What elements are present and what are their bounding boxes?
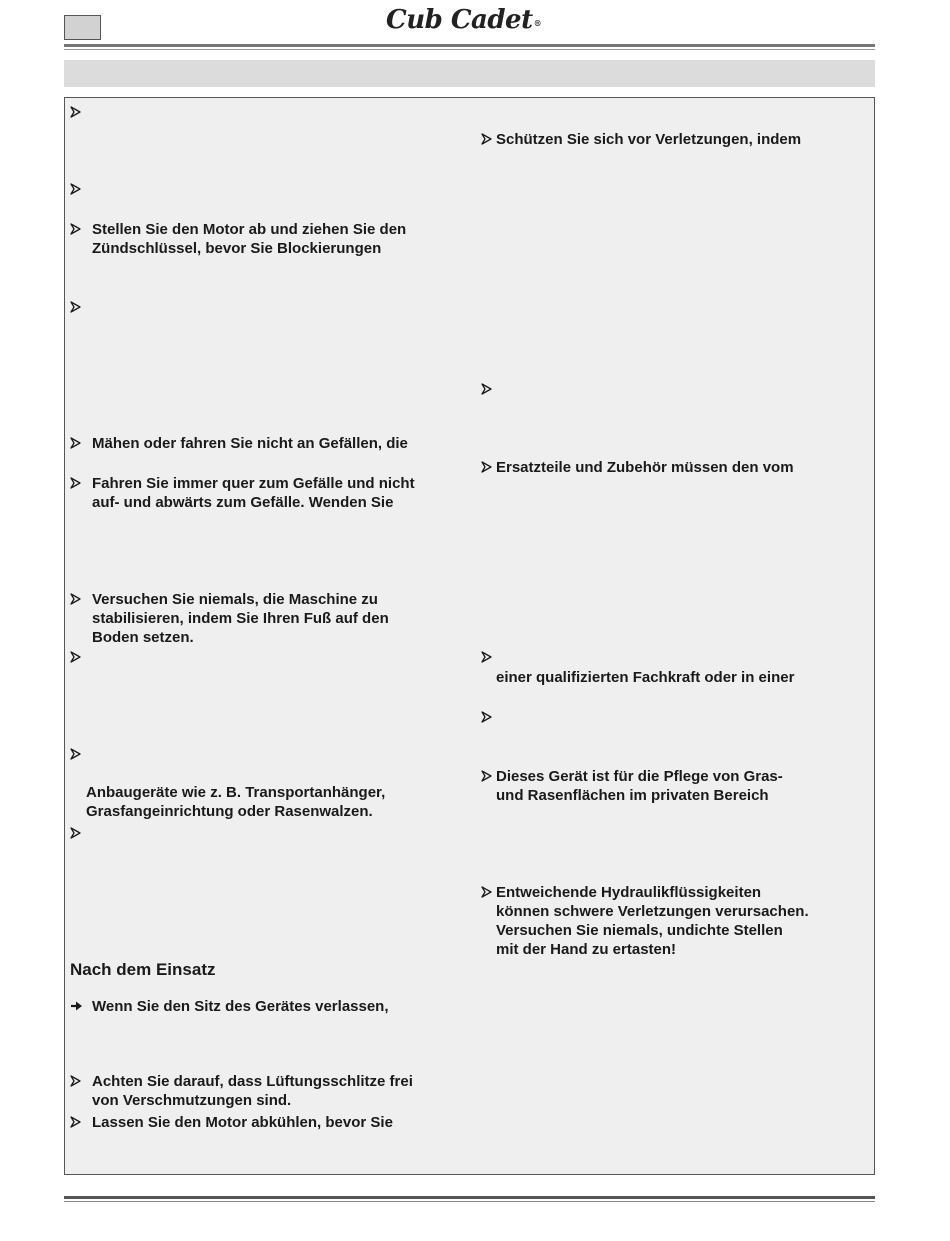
item-line: einer qualifizierten Fachkraft oder in einer [496, 669, 795, 686]
arrowhead-bullet-icon [70, 824, 84, 843]
item-line: Grasfangeinrichtung oder Rasenwalzen. [86, 803, 373, 820]
arrowhead-bullet-icon [70, 298, 84, 317]
item-line: Entweichende Hydraulikflüssigkeiten [496, 884, 762, 901]
arrowhead-bullet-icon [481, 767, 495, 786]
item-line: Dieses Gerät ist für die Pflege von Gras- [496, 768, 783, 785]
arrowhead-bullet-icon [70, 648, 84, 667]
right-arrow-bullet-icon [70, 997, 84, 1016]
item-line: können schwere Verletzungen verursachen. [496, 903, 809, 920]
arrowhead-bullet-icon [70, 180, 84, 199]
item-line: Wenn Sie den Sitz des Gerätes verlassen, [92, 998, 389, 1015]
item-line: stabilisieren, indem Sie Ihren Fuß auf den [92, 610, 389, 627]
section-heading: Nach dem Einsatz [70, 960, 216, 979]
arrowhead-bullet-icon [70, 590, 84, 609]
item-line: Mähen oder fahren Sie nicht an Gefällen, die [92, 435, 408, 452]
arrowhead-bullet-icon [481, 648, 495, 667]
item-line: Schützen Sie sich vor Verletzungen, indem [496, 131, 802, 148]
item-line: von Verschmutzungen sind. [92, 1092, 292, 1109]
brand-logo: Cub Cadet® [386, 5, 542, 35]
continuation-text [86, 783, 385, 821]
item-line: und Rasenflächen im privaten Bereich [496, 787, 769, 804]
header-rule [64, 44, 875, 47]
item-line: Ersatzteile und Zubehör müssen den vom [496, 459, 794, 476]
item-line: Versuchen Sie niemals, die Maschine zu [92, 591, 378, 608]
arrowhead-bullet-icon [70, 1072, 84, 1091]
section-title-band [64, 60, 875, 87]
item-line: Versuchen Sie niemals, undichte Stellen [496, 922, 783, 939]
arrowhead-bullet-icon [481, 380, 495, 399]
footer-rule [64, 1196, 875, 1199]
arrowhead-bullet-icon [70, 434, 84, 453]
header-rule-thin [64, 49, 875, 50]
item-line: Anbaugeräte wie z. B. Transportanhänger, [86, 784, 386, 801]
item-line: Zündschlüssel, bevor Sie Blockierungen [92, 240, 382, 257]
item-line: Lassen Sie den Motor abkühlen, bevor Sie [92, 1114, 393, 1131]
footer-rule-thin [64, 1201, 875, 1202]
arrowhead-bullet-icon [70, 474, 84, 493]
arrowhead-bullet-icon [70, 745, 84, 764]
arrowhead-bullet-icon [70, 103, 84, 122]
item-line: mit der Hand zu ertasten! [496, 941, 677, 958]
item-line: Achten Sie darauf, dass Lüftungsschlitze frei [92, 1073, 413, 1090]
arrowhead-bullet-icon [481, 130, 495, 149]
item-line: Stellen Sie den Motor ab und ziehen Sie den [92, 221, 407, 238]
page-number-box [64, 15, 101, 40]
arrowhead-bullet-icon [481, 708, 495, 727]
arrowhead-bullet-icon [481, 883, 495, 902]
continuation-text [496, 668, 794, 687]
arrowhead-bullet-icon [70, 220, 84, 239]
arrowhead-bullet-icon [70, 1113, 84, 1132]
item-line: Fahren Sie immer quer zum Gefälle und nicht [92, 475, 415, 492]
arrowhead-bullet-icon [481, 458, 495, 477]
item-line: auf- und abwärts zum Gefälle. Wenden Sie [92, 494, 394, 511]
item-line: Boden setzen. [92, 629, 194, 646]
